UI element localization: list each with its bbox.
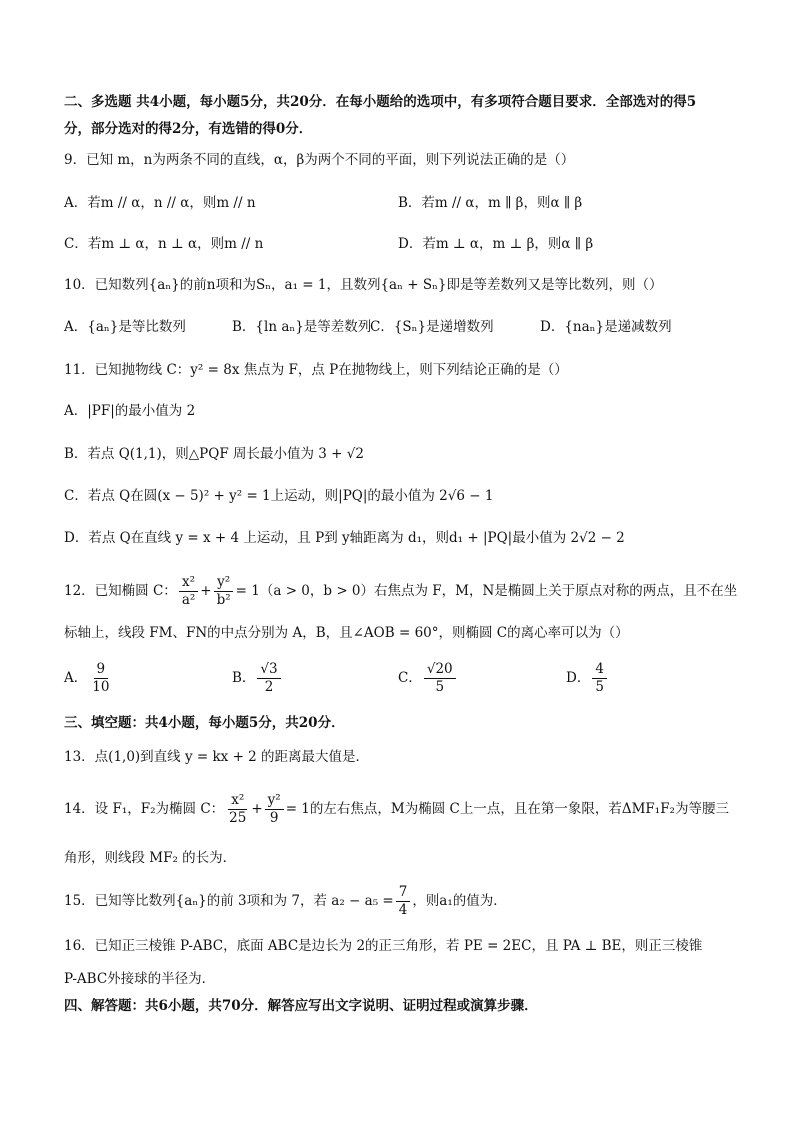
q12-fraction-y [214, 574, 234, 609]
q12-option-b-label: B． [232, 670, 256, 686]
q11-option-a: A．|PF|的最小值为 2 [64, 403, 196, 419]
q12-option-d [566, 659, 609, 697]
q15-fraction-num: 7 [396, 884, 411, 902]
q12-option-a-fraction [89, 661, 112, 696]
q14-fraction-y [265, 792, 284, 827]
q14-stem-suffix: = 1的左右焦点，M为椭圆 C上一点，且在第一象限，若ΔMF₁F₂为等腰三 [285, 801, 729, 817]
section2-header-line1: 二、多选题 共4小题，每小题5分，共20分．在每小题给的选项中，有多项符合题目要求．全部选对的得5 [64, 94, 697, 110]
q12-option-a-label: A． [64, 670, 88, 686]
q12-option-a-num: 9 [94, 661, 109, 679]
q12-option-a [64, 659, 114, 697]
q10-stem: 10．已知数列{aₙ}的前n项和为Sₙ，a₁ = 1，且数列{aₙ + Sₙ}即是等差数列又是等比数列，则（） [64, 277, 663, 293]
q12-option-d-num: 4 [592, 661, 607, 679]
q12-fraction-y-num: y² [214, 574, 233, 592]
q9-option-c: C．若m ⊥ α，n ⊥ α，则m // n [64, 236, 264, 252]
q12-stem-suffix: = 1（a > 0，b > 0）右焦点为 F，M，N是椭圆上关于原点对称的两点，且不在坐 [235, 583, 738, 599]
q11-option-b: B．若点 Q(1,1)，则△PQF 周长最小值为 3 + √2 [64, 446, 364, 462]
q14-fraction-x-num: x² [228, 792, 247, 810]
section2-header-line2: 分，部分选对的得2分，有选错的得0分． [64, 121, 313, 137]
q14-stem-line2: 角形，则线段 MF₂ 的长为． [64, 850, 237, 866]
q12-option-c [398, 659, 458, 697]
q14-fraction-y-num: y² [265, 792, 284, 810]
q14-fraction-x-den: 25 [229, 810, 247, 826]
q9-option-d: D．若m ⊥ α，m ⊥ β，则α ∥ β [398, 236, 594, 252]
q12-stem-line2: 标轴上，线段 FM、FN的中点分别为 A，B，且∠AOB = 60°，则椭圆 C的离心率可以为（） [64, 625, 629, 641]
q16-stem-line2: P-ABC外接球的半径为． [64, 971, 216, 987]
q10-option-b: B．{ln aₙ}是等差数列 [232, 319, 372, 335]
q11-stem: 11．已知抛物线 C：y² = 8x 焦点为 F，点 P在抛物线上，则下列结论正确的是（） [64, 362, 568, 378]
section3-header: 三、填空题：共4小题，每小题5分，共20分． [64, 715, 345, 731]
q12-option-c-den: 5 [435, 679, 445, 695]
q15-fraction-den: 4 [398, 902, 408, 918]
q12-option-c-fraction [424, 661, 456, 696]
q12-fraction-y-den: b² [216, 592, 231, 608]
q12-option-b [232, 659, 283, 697]
q14-stem-line1 [64, 790, 729, 828]
q15-stem-suffix: ，则a₁的值为． [412, 893, 507, 909]
q10-option-c: C．{Sₙ}是递增数列 [370, 319, 494, 335]
q12-option-d-label: D． [566, 670, 591, 686]
q10-option-d: D．{naₙ}是递减数列 [540, 319, 672, 335]
q12-option-a-den: 10 [92, 679, 110, 695]
q12-option-b-fraction [257, 661, 280, 696]
q12-stem-prefix: 12．已知椭圆 C： [64, 583, 177, 599]
q14-fraction-x [226, 792, 249, 827]
q12-option-c-label: C． [398, 670, 422, 686]
q9-option-b: B．若m // α，m ∥ β，则α ∥ β [398, 195, 583, 211]
q14-stem-prefix: 14．设 F₁，F₂为椭圆 C： [64, 801, 225, 817]
q13-stem: 13．点(1,0)到直线 y = kx + 2 的距离最大值是． [64, 749, 370, 765]
q14-plus: + [251, 801, 263, 817]
q9-stem: 9．已知 m，n为两条不同的直线，α，β为两个不同的平面，则下列说法正确的是（） [64, 152, 575, 168]
q15-stem-prefix: 15．已知等比数列{aₙ}的前 3项和为 7，若 a₂ − a₅ = [64, 893, 394, 909]
q15-fraction [396, 884, 411, 919]
q11-option-d: D．若点 Q在直线 y = x + 4 上运动，且 P到 y轴距离为 d₁，则d₁ + |PQ|最小值为 2√2 − 2 [64, 530, 625, 546]
q12-option-c-num: √20 [424, 661, 456, 679]
q15-stem [64, 882, 507, 920]
q12-fraction-x [179, 574, 198, 609]
q16-stem-line1: 16．已知正三棱锥 P-ABC，底面 ABC是边长为 2的正三角形，若 PE = 2EC，且 PA ⊥ BE，则正三棱锥 [64, 938, 703, 954]
q12-fraction-x-den: a² [181, 592, 196, 608]
q9-option-a: A．若m // α，n // α，则m // n [64, 195, 256, 211]
q12-option-b-num: √3 [257, 661, 280, 679]
q12-option-d-den: 5 [595, 679, 604, 695]
section4-header: 四、解答题：共6小题，共70分．解答应写出文字说明、证明过程或演算步骤． [64, 998, 538, 1014]
q12-fraction-x-num: x² [179, 574, 198, 592]
q10-option-a: A．{aₙ}是等比数列 [64, 319, 186, 335]
q12-option-d-fraction [592, 661, 607, 696]
q11-option-c: C．若点 Q在圆(x − 5)² + y² = 1上运动，则|PQ|的最小值为 2√6 − 1 [64, 488, 494, 504]
q12-plus: + [200, 583, 212, 599]
q14-fraction-y-den: 9 [269, 810, 279, 826]
q12-option-b-den: 2 [264, 679, 274, 695]
q12-stem-line1 [64, 572, 737, 610]
